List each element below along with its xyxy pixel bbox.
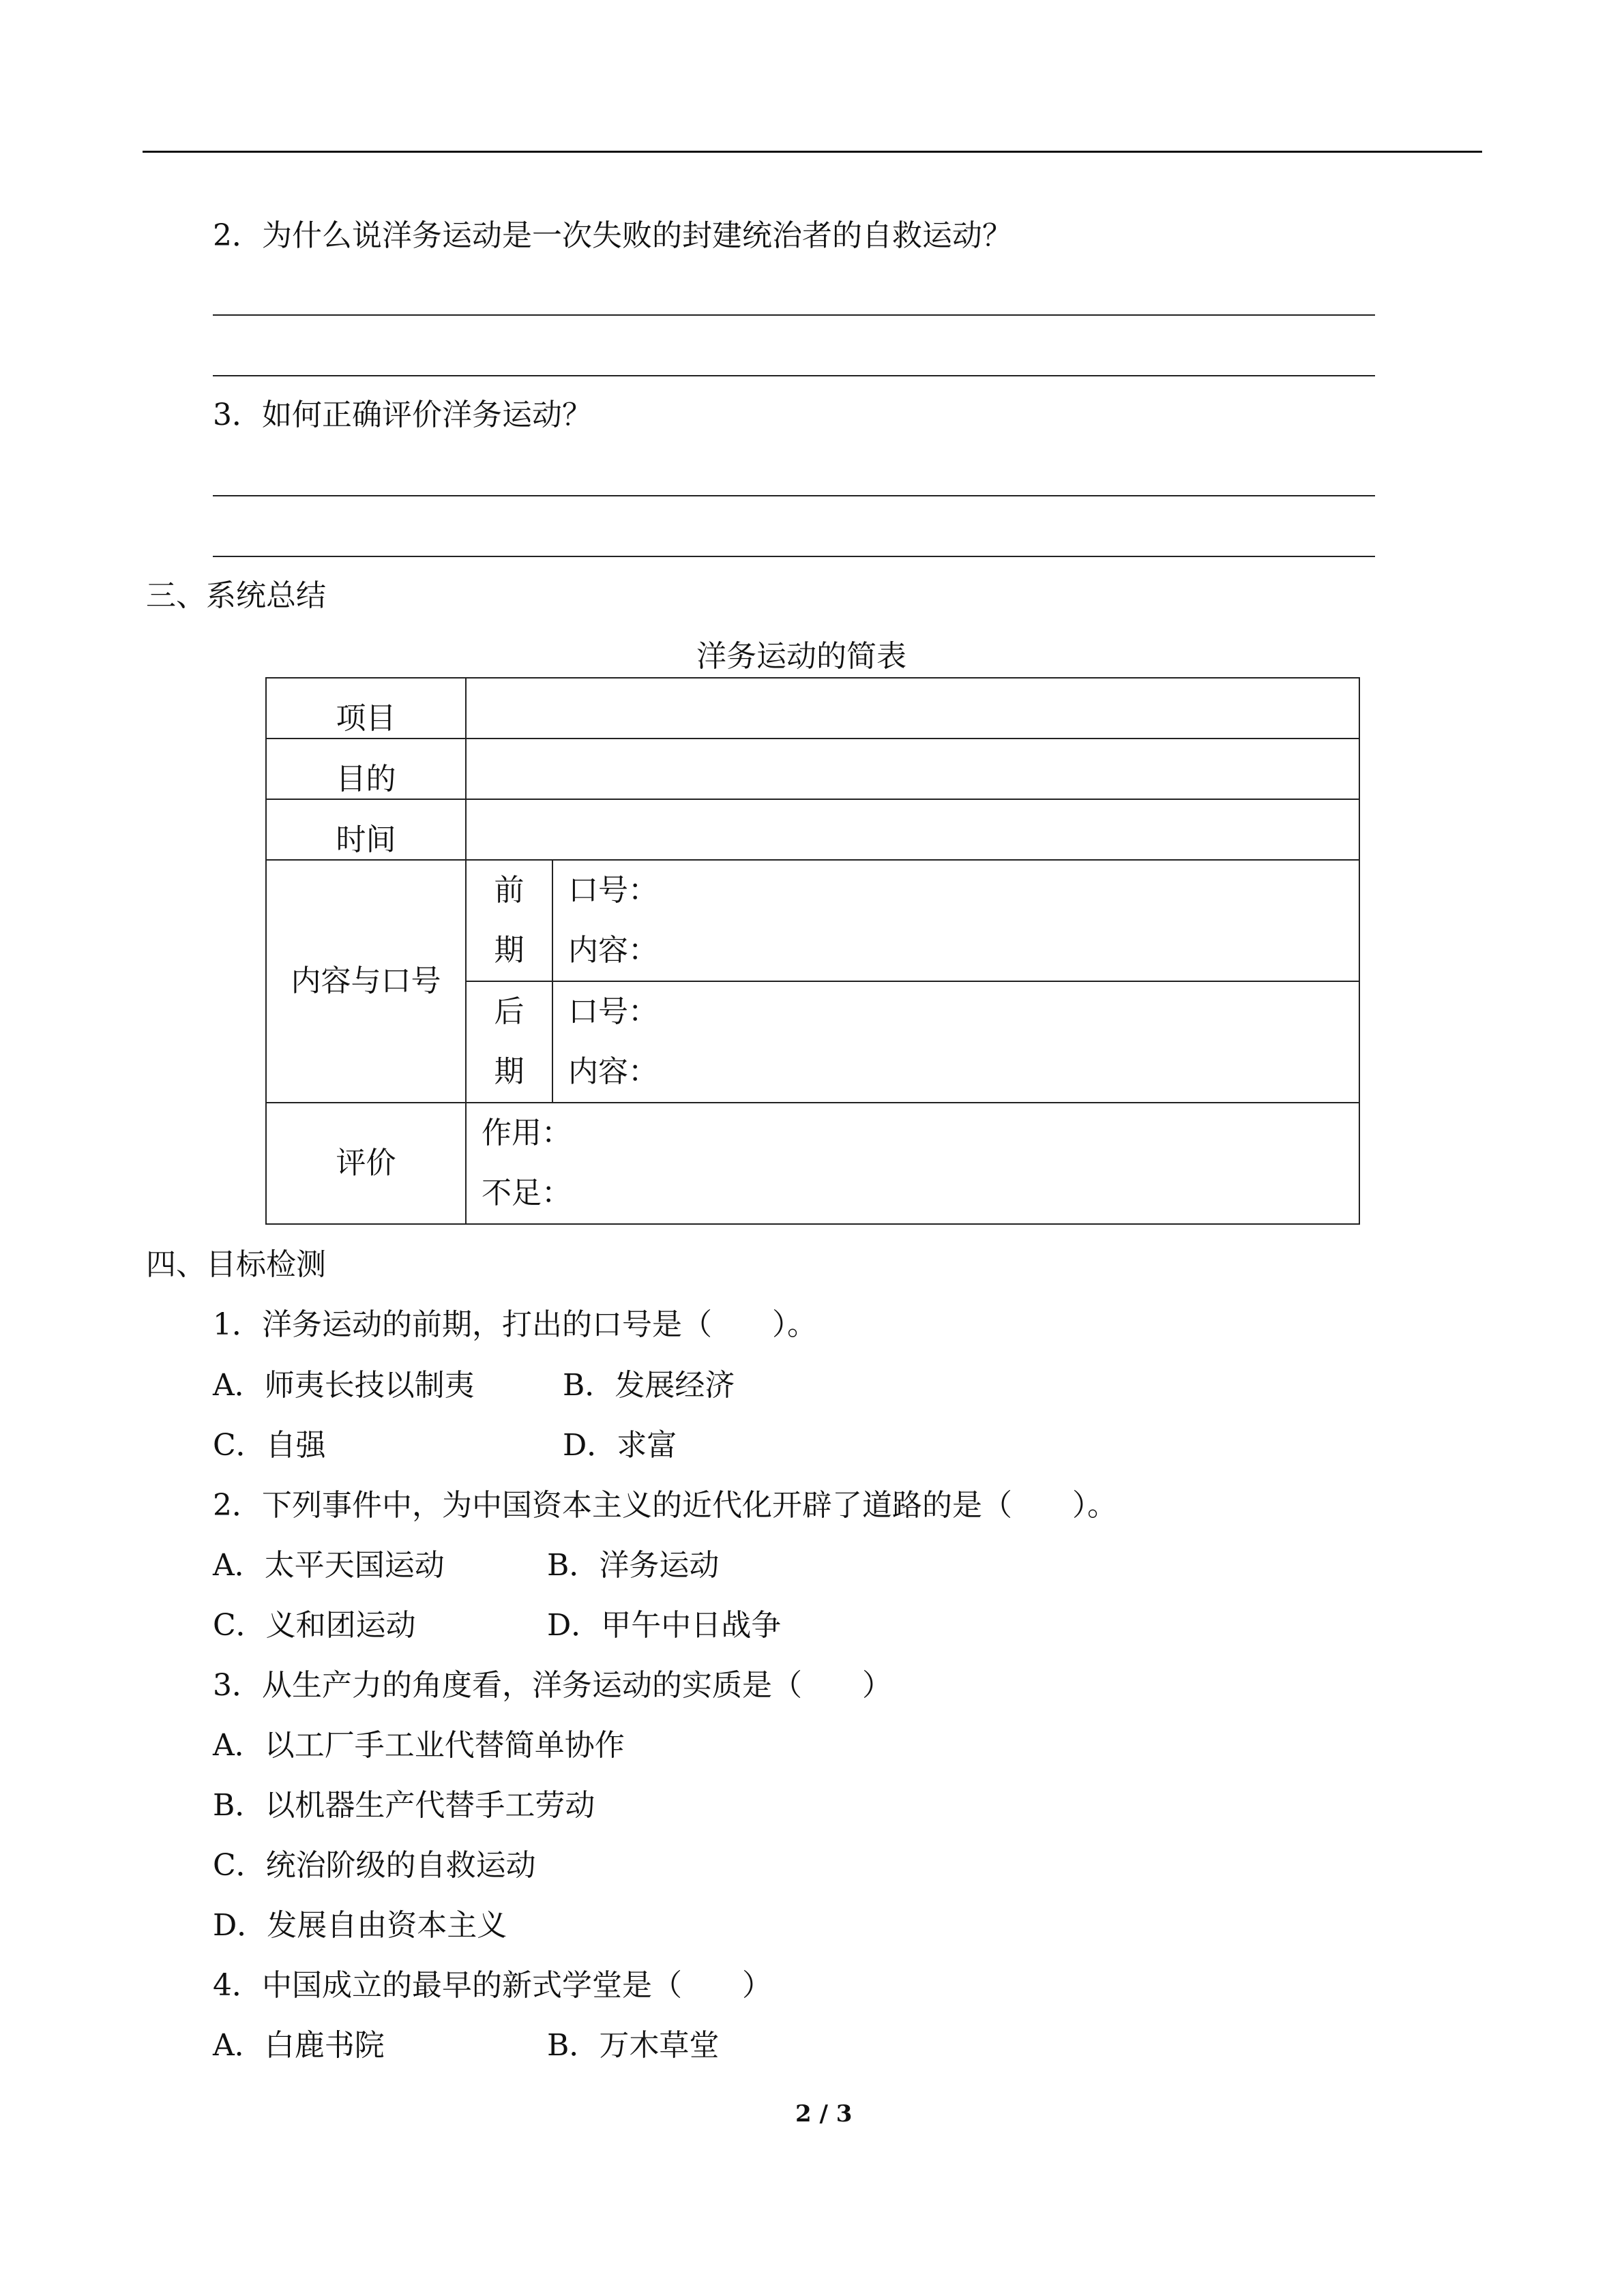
q3-option-a[interactable]: A．以工厂手工业代替简单协作 (213, 1728, 625, 1763)
cell-purpose-value[interactable] (466, 739, 1359, 799)
q2-option-a[interactable]: A．太平天国运动 (213, 1548, 445, 1583)
stage-late-char2: 期 (494, 1054, 525, 1089)
stage-early (466, 860, 552, 981)
row-label-item: 项目 (266, 678, 466, 739)
answer-line[interactable] (213, 314, 1375, 316)
table-row (266, 799, 1359, 860)
early-content-label: 内容： (568, 933, 658, 968)
q1-option-a[interactable]: A．师夷长技以制夷 (213, 1368, 475, 1403)
table-row (266, 860, 1359, 981)
row-label-evaluation: 评价 (266, 1103, 466, 1224)
summary-table (265, 677, 1360, 1225)
early-slogan-label: 口号： (568, 873, 658, 908)
section-3-heading: 三、系统总结 (146, 578, 326, 613)
row-label-content: 内容与口号 (266, 860, 466, 1103)
q3-option-c[interactable]: C．统治阶级的自救运动 (213, 1848, 536, 1883)
q2-option-c[interactable]: C．义和团运动 (213, 1608, 416, 1643)
q1-option-d[interactable]: D．求富 (563, 1428, 677, 1463)
cell-time-value[interactable] (466, 799, 1359, 860)
answer-line[interactable] (213, 556, 1375, 557)
stage-early-char1: 前 (494, 873, 525, 908)
section-4-heading: 四、目标检测 (146, 1247, 326, 1282)
cell-item-value[interactable] (466, 678, 1359, 739)
answer-line[interactable] (213, 495, 1375, 496)
table-row (266, 739, 1359, 799)
q2-option-b[interactable]: B．洋务运动 (547, 1548, 720, 1583)
cell-late-value[interactable] (552, 981, 1359, 1103)
q2-stem: 2．下列事件中，为中国资本主义的近代化开辟了道路的是（ ）。 (213, 1488, 1117, 1523)
question-2-text: 2．为什么说洋务运动是一次失败的封建统治者的自救运动？ (213, 218, 1012, 253)
table-title: 洋务运动的简表 (696, 639, 906, 674)
question-3-text: 3．如何正确评价洋务运动？ (213, 398, 592, 432)
q3-option-d[interactable]: D．发展自由资本主义 (213, 1908, 507, 1943)
q1-option-c[interactable]: C．自强 (213, 1428, 326, 1463)
table-row (266, 678, 1359, 739)
stage-early-char2: 期 (494, 933, 525, 968)
cell-early-value[interactable] (552, 860, 1359, 981)
stage-late (466, 981, 552, 1103)
q1-stem: 1．洋务运动的前期，打出的口号是（ ）。 (213, 1307, 817, 1342)
evaluation-effect-label: 作用： (482, 1116, 572, 1150)
q3-option-b[interactable]: B．以机器生产代替手工劳动 (213, 1788, 595, 1823)
q4-option-b[interactable]: B．万木草堂 (547, 2028, 720, 2063)
q3-stem: 3．从生产力的角度看，洋务运动的实质是（ ） (213, 1668, 892, 1703)
late-slogan-label: 口号： (568, 994, 658, 1029)
table-row (266, 1103, 1359, 1224)
row-label-purpose: 目的 (266, 739, 466, 799)
q4-option-a[interactable]: A．白鹿书院 (213, 2028, 385, 2063)
q2-option-d[interactable]: D．甲午中日战争 (547, 1608, 782, 1643)
answer-line[interactable] (213, 375, 1375, 376)
late-content-label: 内容： (568, 1054, 658, 1089)
cell-evaluation-value[interactable] (466, 1103, 1359, 1224)
q1-option-b[interactable]: B．发展经济 (563, 1368, 735, 1403)
q4-stem: 4．中国成立的最早的新式学堂是（ ） (213, 1968, 772, 2003)
header-rule (143, 151, 1482, 153)
page-number: 2 / 3 (795, 2100, 853, 2128)
evaluation-shortcoming-label: 不足： (482, 1176, 572, 1210)
stage-late-char1: 后 (494, 994, 525, 1029)
row-label-time: 时间 (266, 799, 466, 860)
